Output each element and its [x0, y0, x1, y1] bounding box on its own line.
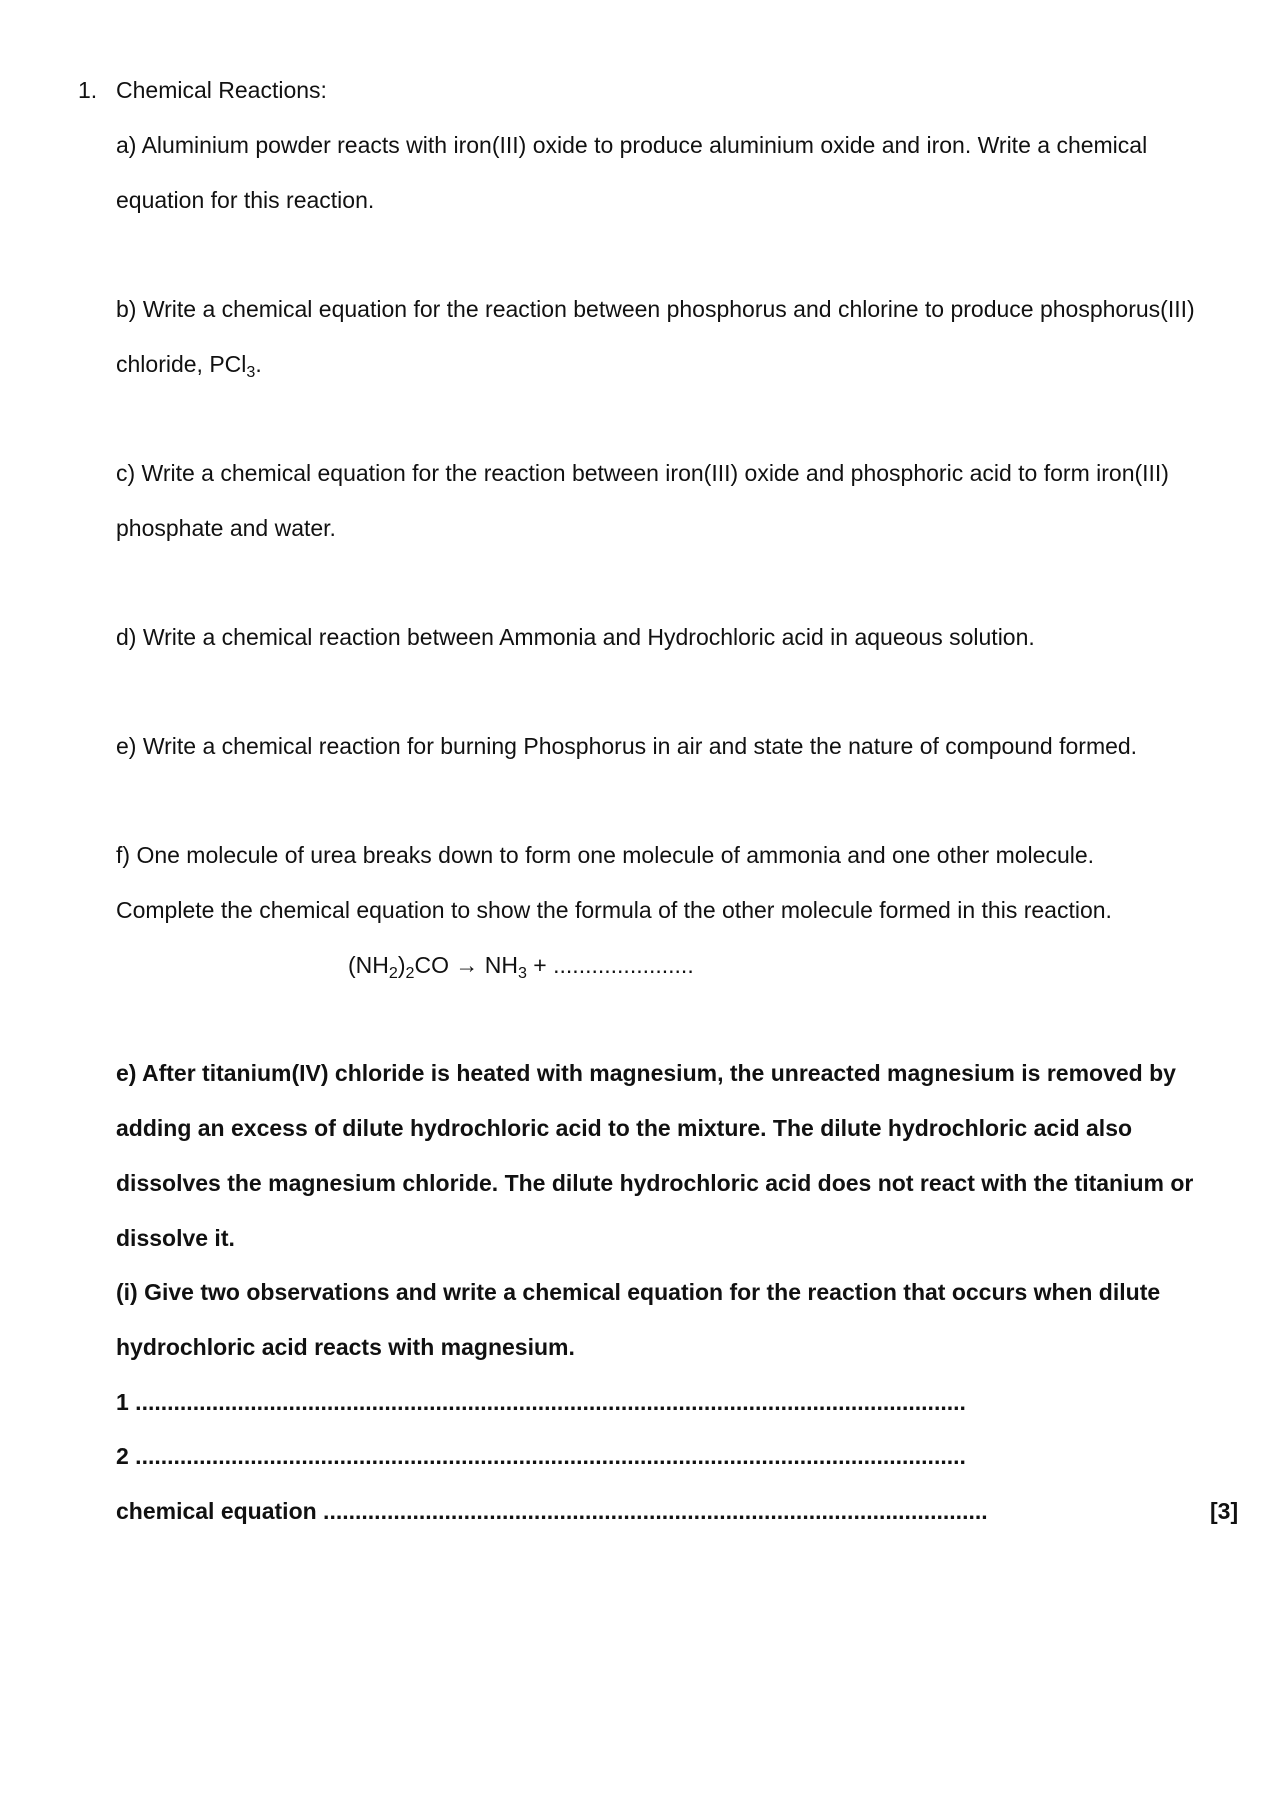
part-a-text: a) Aluminium powder reacts with iron(III) oxide to produce aluminium oxide and iron. Write a chemical — [116, 132, 1148, 158]
sub-question-i-cont: hydrochloric acid reacts with magnesium. — [116, 1334, 575, 1360]
part-c-text: c) Write a chemical equation for the reaction between iron(III) oxide and phosphoric acid to form iron(III) — [116, 460, 1169, 486]
answer-line-1: 1 .................................................................................................................................. — [116, 1389, 966, 1415]
question-title: Chemical Reactions: — [116, 77, 327, 103]
part-f-text-cont: Complete the chemical equation to show the formula of the other molecule formed in this reaction. — [116, 897, 1112, 923]
answer-line-equation: chemical equation ........................................................................................................ — [116, 1498, 988, 1524]
part-c-text-cont: phosphate and water. — [116, 515, 336, 541]
answer-line-2: 2 .................................................................................................................................. — [116, 1443, 966, 1469]
sub-question-i: (i) Give two observations and write a chemical equation for the reaction that occurs when dilute — [116, 1279, 1161, 1305]
part-e2-text-4: dissolve it. — [116, 1225, 235, 1251]
part-b-text-cont: chloride, PCl$_3$. — [116, 351, 262, 381]
part-b-text: b) Write a chemical equation for the reaction between phosphorus and chlorine to produce phosphorus(III) — [116, 296, 1195, 322]
part-e2-text-2: adding an excess of dilute hydrochloric acid to the mixture. The dilute hydrochloric acid also — [116, 1115, 1133, 1141]
urea-equation: $(NH_2)_2CO \to NH_3$ + ...................... — [348, 952, 694, 982]
marks-label: [3] — [1210, 1498, 1239, 1524]
question-number: 1. — [78, 77, 98, 103]
part-e2-text-3: dissolves the magnesium chloride. The dilute hydrochloric acid does not react with the titanium or — [116, 1170, 1194, 1196]
part-a-text-cont: equation for this reaction. — [116, 187, 375, 213]
part-f-text: f) One molecule of urea breaks down to form one molecule of ammonia and one other molecule. — [116, 842, 1095, 868]
part-d-text: d) Write a chemical reaction between Ammonia and Hydrochloric acid in aqueous solution. — [116, 624, 1035, 650]
part-e-text: e) Write a chemical reaction for burning Phosphorus in air and state the nature of compound formed. — [116, 733, 1138, 759]
part-e2-text: e) After titanium(IV) chloride is heated with magnesium, the unreacted magnesium is removed by — [116, 1060, 1176, 1086]
